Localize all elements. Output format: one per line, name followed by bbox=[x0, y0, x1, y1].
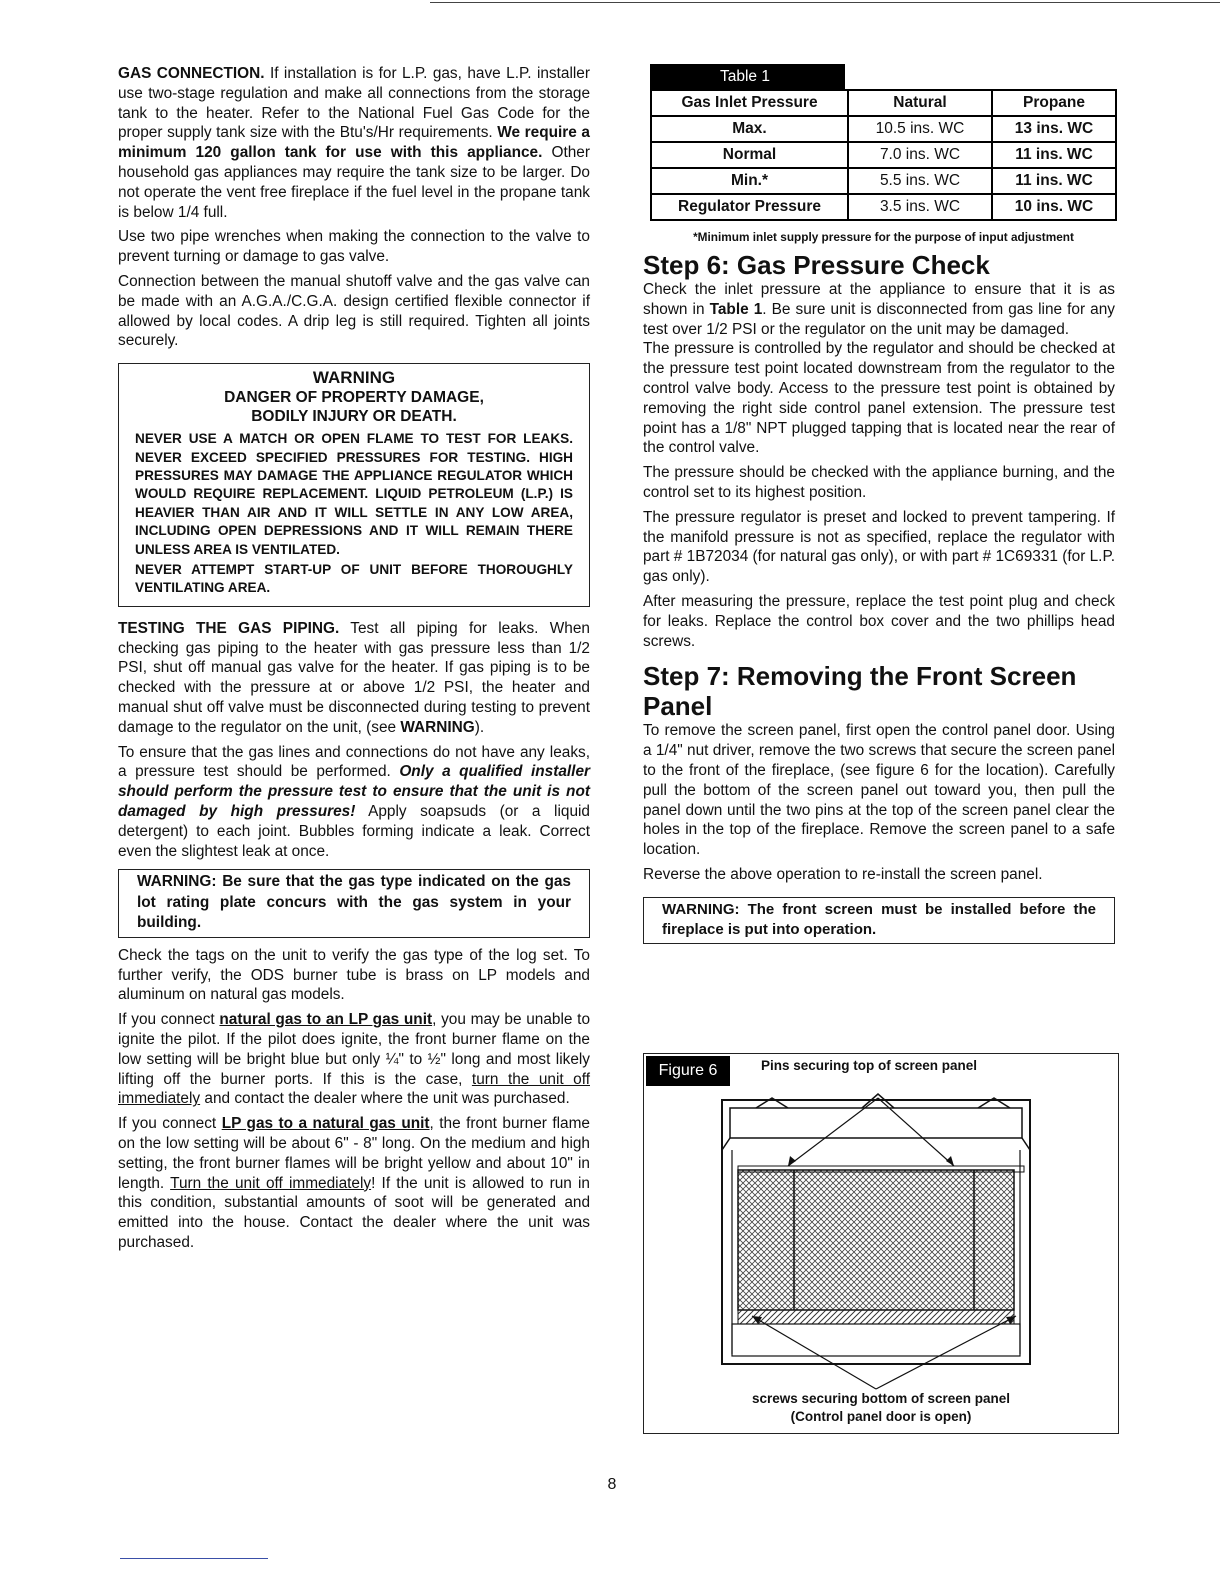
gas-connection-paragraph bbox=[118, 64, 590, 222]
testing-paragraph bbox=[118, 619, 590, 738]
tags-paragraph: Check the tags on the unit to verify the gas type of the log set. To further verify, the ODS burner tube is brass on LP models and aluminum on natural gas models. bbox=[118, 946, 590, 1004]
text: Check the inlet pressure at the appliance to ensure that it is as shown in bbox=[643, 281, 1115, 318]
table-cell: Max. bbox=[651, 116, 848, 142]
step-6-paragraph-1 bbox=[643, 280, 1115, 339]
ensure-paragraph bbox=[118, 743, 590, 862]
text: . Be sure unit is disconnected from gas line for any test over 1/2 PSI or the regulator on the unit may be damaged. bbox=[643, 300, 1115, 338]
testing-heading: TESTING THE GAS PIPING. bbox=[118, 619, 340, 637]
table-cell: 10 ins. WC bbox=[992, 194, 1116, 220]
table-1 bbox=[643, 64, 1115, 244]
screen-panel-illustration bbox=[644, 1054, 1118, 1433]
warning-body-2: NEVER ATTEMPT START-UP OF UNIT BEFORE THOROUGHLY VENTILATING AREA. bbox=[135, 562, 573, 596]
natural-to-lp-paragraph bbox=[118, 1010, 590, 1109]
emphasis: WARNING bbox=[400, 718, 475, 736]
text: Other household gas appliances may require the tank size to be larger. Do not operate the vent free fireplace if the fuel level in the propane tank is below 1/4 full. bbox=[118, 144, 590, 221]
left-column bbox=[118, 64, 590, 1258]
text: If you connect bbox=[118, 1115, 222, 1133]
warning-title: WARNING bbox=[312, 368, 396, 388]
emphasis: Turn the unit off immediately bbox=[170, 1174, 372, 1192]
text: To ensure that the gas lines and connections do not have any leaks, a pressure test should be performed. bbox=[118, 743, 590, 781]
text: , the front burner flame on the low setting will be about 6" - 8" long. On the medium and high setting, the front burner flames will be bright yellow and about 10" in length. bbox=[118, 1115, 590, 1192]
top-rule bbox=[430, 2, 1220, 3]
table-cell: Regulator Pressure bbox=[651, 194, 848, 220]
step-6-paragraph-3: The pressure should be checked with the appliance burning, and the control set to its highest position. bbox=[643, 464, 1115, 501]
table-cell: Normal bbox=[651, 142, 848, 168]
table-row bbox=[651, 194, 1116, 220]
right-column bbox=[643, 64, 1115, 944]
step-7-paragraph-2: Reverse the above operation to re-install the screen panel. bbox=[643, 865, 1043, 883]
step-6-heading: Step 6: Gas Pressure Check bbox=[643, 250, 990, 280]
text: Test all piping for leaks. When checking gas piping to the heater with gas pressure less than 1/2 PSI, shut off manual gas valve for the heater. If gas piping is to be checked with the pressure at or above 1/2 PSI, the heater and manual shut off valve must be disconnected during testing to prevent damage to the regulator on the unit, (see bbox=[118, 619, 590, 736]
figure-6 bbox=[643, 1053, 1119, 1434]
table-cell: 13 ins. WC bbox=[992, 116, 1116, 142]
figure-caption-1: screws securing bottom of screen panel bbox=[751, 1391, 1011, 1406]
step-7-heading: Step 7: Removing the Front Screen Panel bbox=[643, 661, 1077, 722]
text: If you connect bbox=[118, 1011, 220, 1029]
figure-6-label: Figure 6 bbox=[646, 1056, 730, 1086]
table-cell: 10.5 ins. WC bbox=[848, 116, 992, 142]
text: Apply soapsuds (or a liquid detergent) to each joint. Bubbles forming indicate a leak. Correct even the slightest leak at once. bbox=[118, 802, 590, 860]
connection-paragraph: Connection between the manual shutoff valve and the gas valve can be made with an A.G.A./C.G.A. design certified flexible connector if allowed by local codes. A drip leg is still required. Tighten all joints securely. bbox=[118, 272, 590, 350]
gas-connection-heading: GAS CONNECTION. bbox=[118, 65, 265, 82]
text: and contact the dealer where the unit was purchased. bbox=[200, 1090, 570, 1108]
emphasis: natural gas to an LP gas unit bbox=[219, 1011, 433, 1029]
warning-box-front-screen: WARNING: The front screen must be installed before the fireplace is put into operation. bbox=[643, 897, 1115, 944]
warning-subtitle-2: BODILY INJURY OR DEATH. bbox=[251, 408, 457, 426]
text: If installation is for L.P. gas, have L.P. installer use two-stage regulation and make all connections from the storage tank to the heater. Refer to the National Fuel Gas Code for the proper supply tank size with the Btu's/Hr requirements. bbox=[118, 65, 590, 142]
gas-pressure-table bbox=[650, 89, 1117, 221]
table-1-label: Table 1 bbox=[650, 64, 845, 90]
table-footnote: *Minimum inlet supply pressure for the purpose of input adjustment bbox=[693, 230, 1074, 244]
emphasis: Only a qualified installer should perform the pressure test to ensure that the unit is not damaged by high pressures! bbox=[118, 763, 590, 820]
step-7-paragraph-1: To remove the screen panel, first open the control panel door. Using a 1/4" nut driver, remove the two screws that secure the screen panel to the front of the fireplace, (see figure 6 for the location). Carefully pull the bottom of the screen panel out toward you, then pull the panel down until the two pins at the top of the screen panel clear the holes in the top of the fireplace. Remove the screen panel to a safe location. bbox=[643, 722, 1115, 859]
table-reference: Table 1 bbox=[709, 300, 763, 318]
step-6-paragraph-4: The pressure regulator is preset and locked to prevent tampering. If the manifold pressure is not as specified, replace the regulator with part # 1B72034 (for natural gas only), or with part # 1C69331 (for L.P. gas only). bbox=[643, 508, 1115, 586]
warning-subtitle-1: DANGER OF PROPERTY DAMAGE, bbox=[224, 389, 484, 407]
warning-box-danger bbox=[118, 363, 590, 607]
table-cell: 11 ins. WC bbox=[992, 168, 1116, 194]
table-cell: 7.0 ins. WC bbox=[848, 142, 992, 168]
lp-to-natural-paragraph bbox=[118, 1114, 590, 1253]
warning-box-gas-type: WARNING: Be sure that the gas type indicated on the gas lot rating plate concurs with the gas system in your building. bbox=[118, 869, 590, 938]
table-cell: 3.5 ins. WC bbox=[848, 194, 992, 220]
table-cell: 11 ins. WC bbox=[992, 142, 1116, 168]
table-header-row bbox=[651, 90, 1116, 116]
table-row bbox=[651, 168, 1116, 194]
table-cell: 5.5 ins. WC bbox=[848, 168, 992, 194]
table-row bbox=[651, 116, 1116, 142]
warning-body-1: NEVER USE A MATCH OR OPEN FLAME TO TEST FOR LEAKS. NEVER EXCEED SPECIFIED PRESSURES FOR TESTING. HIGH PRESSURES MAY DAMAGE THE APPLIANCE REGULATOR WHICH WOULD REQUIRE REPLACEMENT. LIQUID PETROLEUM (L.P.) IS HEAVIER THAN AIR AND IT WILL SETTLE IN ANY LOW AREA, INCLUDING OPEN DEPRESSIONS AND IT WILL REMAIN THERE UNLESS AREA IS VENTILATED. bbox=[135, 431, 573, 557]
warning-body bbox=[135, 430, 573, 598]
emphasis: turn the unit off immediately bbox=[118, 1070, 590, 1108]
screw-pointers bbox=[752, 1316, 1016, 1389]
table-row bbox=[651, 142, 1116, 168]
table-cell: Min.* bbox=[651, 168, 848, 194]
table-header-cell: Natural bbox=[848, 90, 992, 116]
step-6-paragraph-2: The pressure is controlled by the regulator and should be checked at the pressure test point located downstream from the regulator to the control valve body. Access to the pressure test point is obtained by removing the right side control panel extension. The pressure test point has a 1/8" NPT plugged tapping that is located near the rear of the control valve. bbox=[643, 340, 1115, 457]
emphasis: LP gas to a natural gas unit bbox=[221, 1115, 430, 1133]
figure-caption-2: (Control panel door is open) bbox=[790, 1409, 972, 1424]
screen-mesh bbox=[732, 1166, 1024, 1356]
text: ). bbox=[474, 718, 485, 736]
table-header-cell: Gas Inlet Pressure bbox=[651, 90, 848, 116]
page-number: 8 bbox=[607, 1476, 617, 1493]
step-6-paragraph-5: After measuring the pressure, replace the test point plug and check for leaks. Replace the control box cover and the two phillips head screws. bbox=[643, 592, 1115, 650]
emphasis: We require a minimum 120 gallon tank for use with this appliance. bbox=[118, 124, 590, 162]
bottom-rule bbox=[120, 1558, 268, 1559]
text: ! If the unit is allowed to run in this condition, substantial amounts of soot will be generated and emitted into the house. Contact the dealer where the unit was purchased. bbox=[118, 1174, 590, 1252]
figure-top-label: Pins securing top of screen panel bbox=[761, 1058, 978, 1073]
table-header-cell: Propane bbox=[992, 90, 1116, 116]
text: , you may be unable to ignite the pilot. If the pilot does ignite, the front burner flame on the low setting will be bright blue but only ¼" to ½" long and most likely lifting off the burner ports. If this is the case, bbox=[118, 1011, 590, 1088]
wrenches-paragraph: Use two pipe wrenches when making the connection to the valve to prevent turning or damage to gas valve. bbox=[118, 228, 590, 266]
